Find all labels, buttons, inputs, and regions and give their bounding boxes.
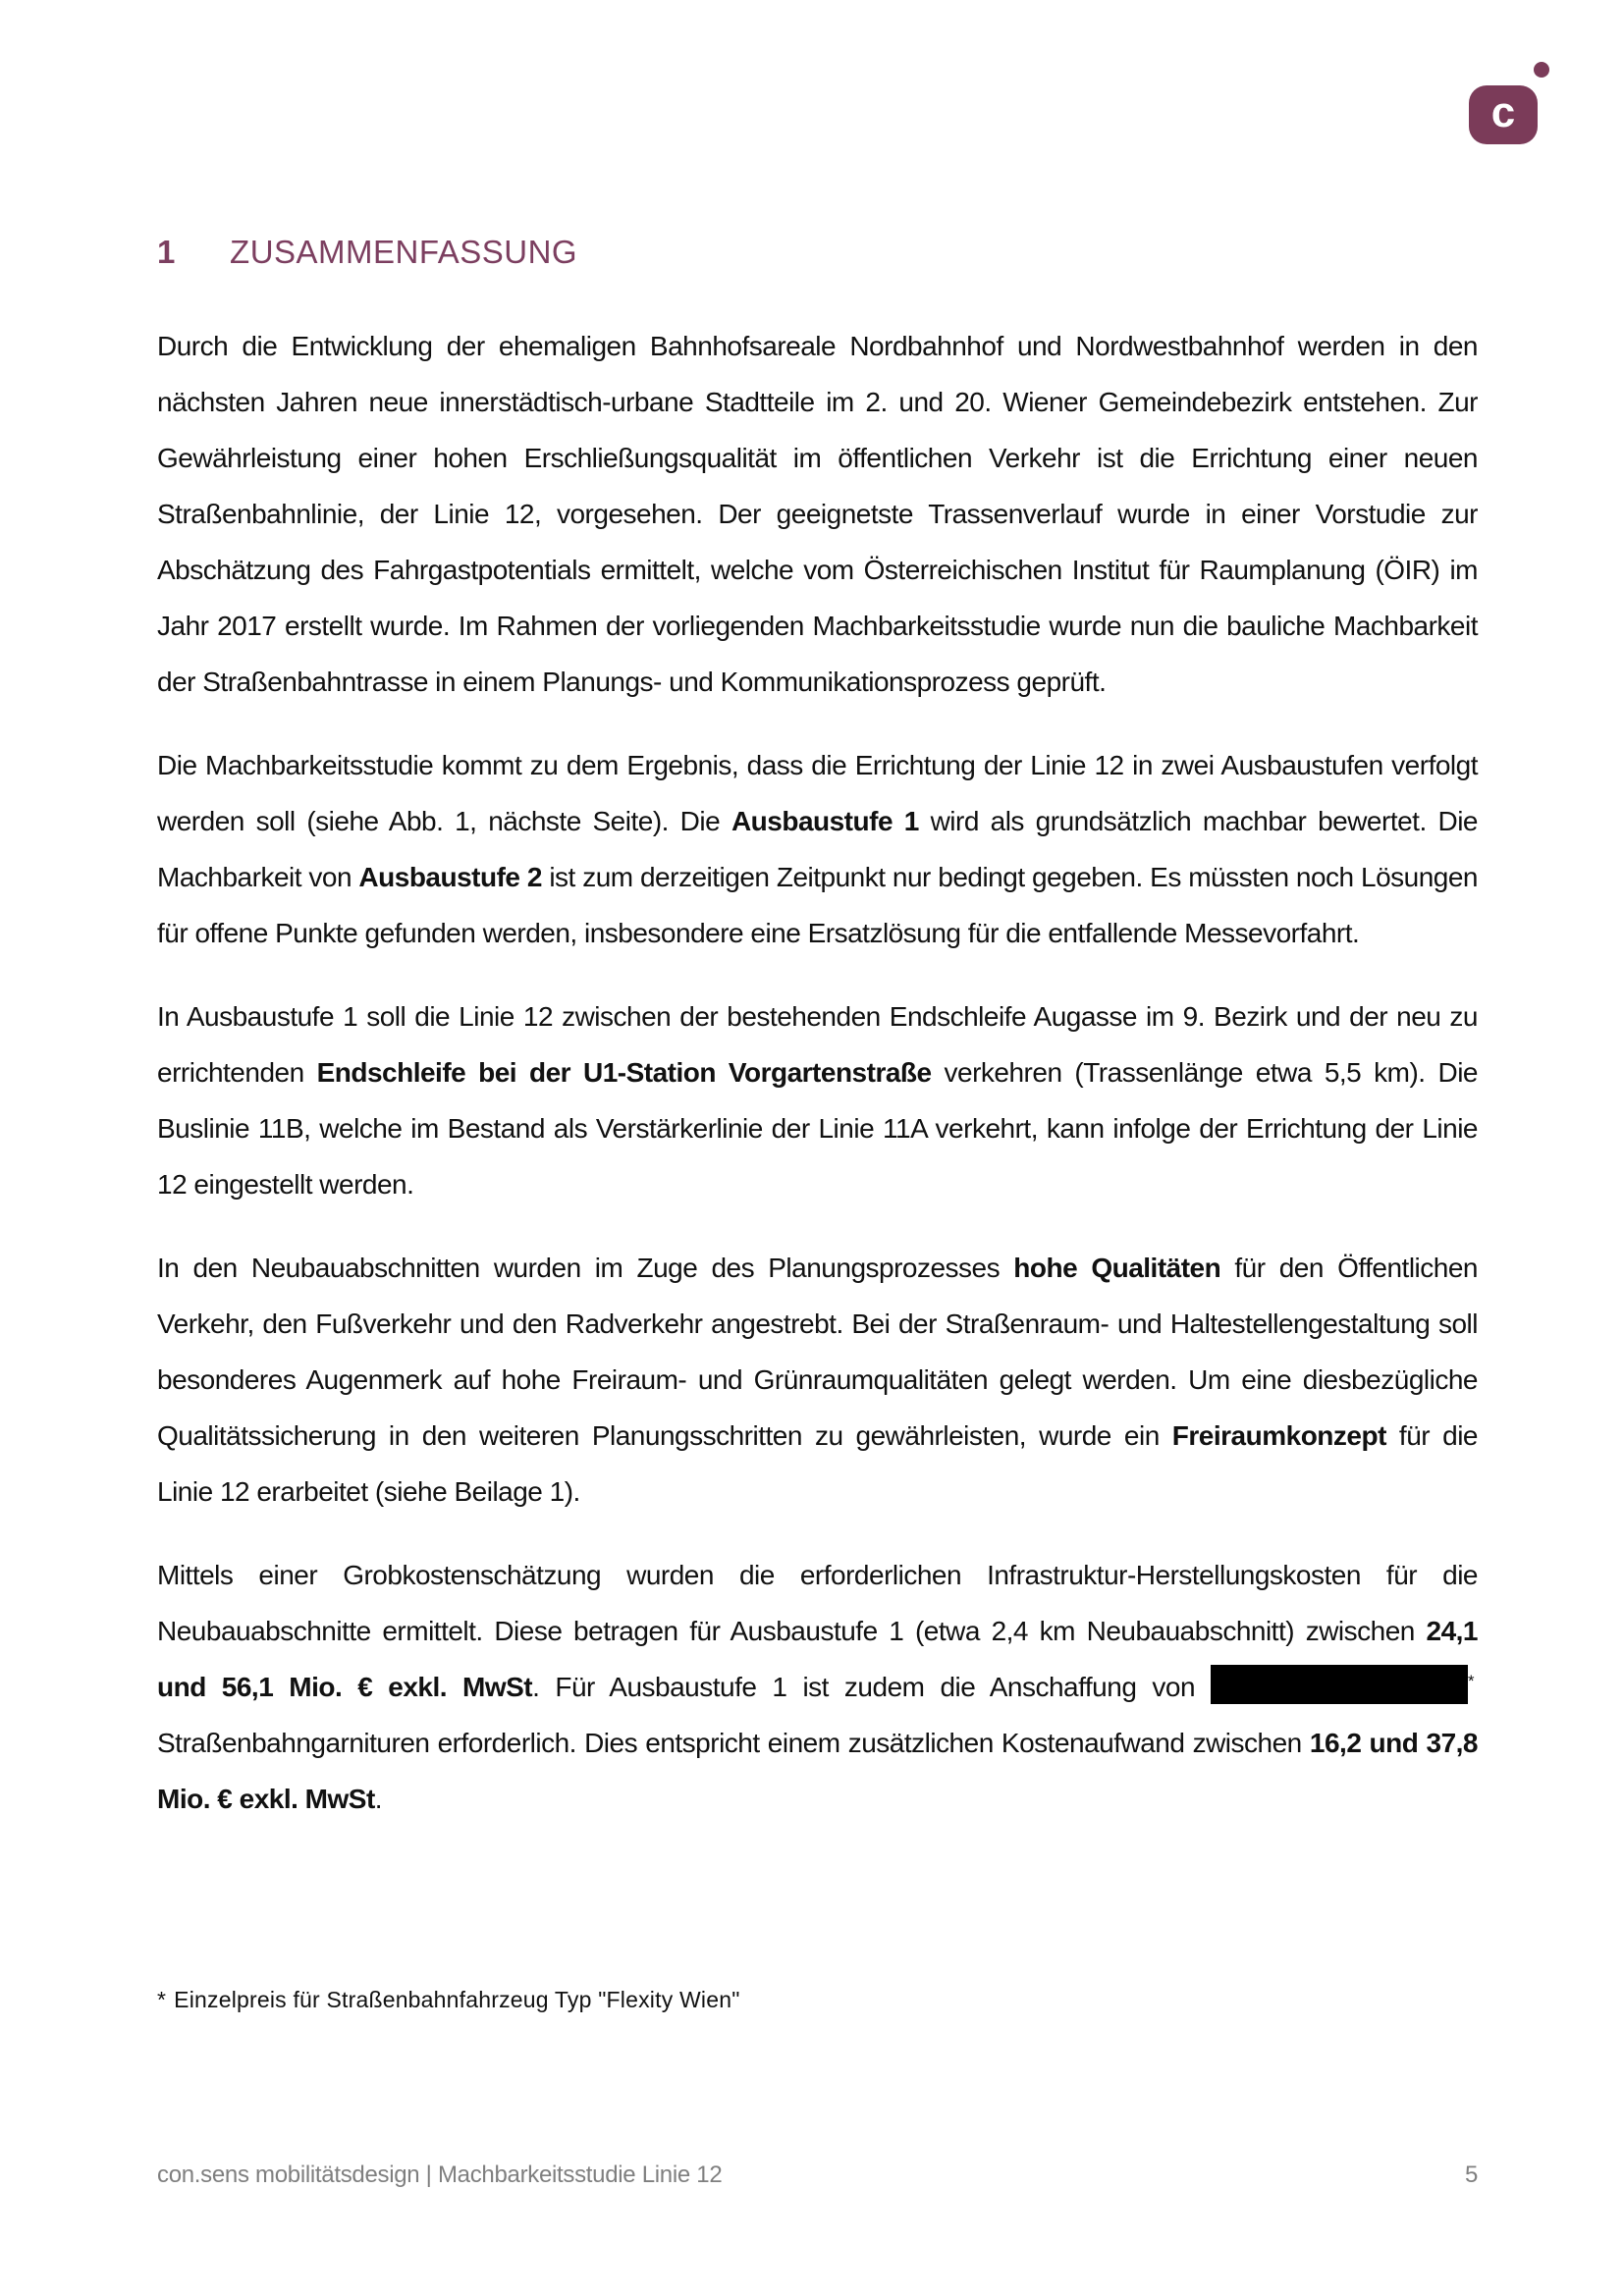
bold-text: Endschleife bei der U1-Station Vorgartenstraße: [316, 1057, 932, 1088]
footnote: [157, 1987, 740, 2013]
logo-letter: c: [1490, 88, 1516, 136]
bold-text: 16,2 und 37,8 Mio. € exkl. MwSt: [157, 1728, 1478, 1814]
body-text: Die Machbarkeitsstudie kommt zu dem Ergebnis, dass die Errichtung der Linie 12 in zwei Ausbaustufen verfolgt werden soll (siehe Abb. 1, nächste Seite). Die: [157, 750, 1478, 836]
body-text: ist zum derzeitigen Zeitpunkt nur bedingt gegeben. Es müssten noch Lösungen für offene Punkte gefunden werden, insbesondere eine Ersatzlösung für die entfallende Messevorfahrt.: [157, 862, 1478, 948]
body-text: für den Öffentlichen Verkehr, den Fußverkehr und den Radverkehr angestrebt. Bei der Straßenraum- und Haltestellengestaltung soll besonderes Augenmerk auf hohe Freiraum- und Grünraumqualitäten gelegt werden. Um eine diesbezügliche Qualitätssicherung in den weiteren Planungsschritten zu gewährleisten, wurde ein: [157, 1253, 1478, 1451]
logo-dot-icon: [1534, 62, 1549, 78]
bold-text: Ausbaustufe 1: [731, 806, 919, 836]
paragraph: [157, 318, 1478, 710]
bold-text: hohe Qualitäten: [1013, 1253, 1221, 1283]
bold-text: Ausbaustufe 2: [358, 862, 542, 892]
paragraph: [157, 988, 1478, 1212]
footnote-text: Einzelpreis für Straßenbahnfahrzeug Typ "Flexity Wien": [174, 1987, 740, 2012]
bold-text: Freiraumkonzept: [1171, 1420, 1386, 1451]
paragraph: [157, 737, 1478, 961]
body-text: .: [374, 1784, 383, 1814]
paragraph: [157, 1240, 1478, 1520]
page-footer: [157, 2162, 1478, 2189]
footnote-marker: *: [157, 1987, 167, 2012]
logo-mark-icon: [1469, 85, 1538, 144]
section-title: ZUSAMMENFASSUNG: [230, 234, 578, 270]
page-number: 5: [1464, 2162, 1478, 2188]
body-text: In den Neubauabschnitten wurden im Zuge des Planungsprozesses: [157, 1253, 1014, 1283]
section-number: 1: [157, 234, 176, 270]
body-text: In Ausbaustufe 1 soll die Linie 12 zwischen der bestehenden Endschleife Augasse im 9. Bezirk und der neu zu errichtenden: [157, 1001, 1478, 1088]
footnote-reference: *: [1467, 1671, 1475, 1690]
page-content: [157, 234, 1478, 1854]
body-paragraphs: [157, 318, 1478, 1827]
body-text: Mittels einer Grobkostenschätzung wurden die erforderlichen Infrastruktur-Herstellungskosten für die Neubauabschnitte ermittelt. Diese betragen für Ausbaustufe 1 (etwa 2,4 km Neubauabschnitt) zwischen: [157, 1560, 1478, 1646]
consens-logo: [1469, 62, 1551, 146]
body-text: . Für Ausbaustufe 1 ist zudem die Anschaffung von: [532, 1672, 1211, 1702]
body-text: verkehren (Trassenlänge etwa 5,5 km). Die Buslinie 11B, welche im Bestand als Verstärkerlinie der Linie 11A verkehrt, kann infolge der Errichtung der Linie 12 eingestellt werden.: [157, 1057, 1478, 1200]
body-text: Straßenbahngarnituren erforderlich. Dies entspricht einem zusätzlichen Kostenaufwand zwischen: [157, 1728, 1310, 1758]
footer-document-title: con.sens mobilitätsdesign | Machbarkeitsstudie Linie 12: [157, 2162, 723, 2188]
body-text: wird als grundsätzlich machbar bewertet. Die Machbarkeit von: [157, 806, 1478, 892]
body-text: Durch die Entwicklung der ehemaligen Bahnhofsareale Nordbahnhof und Nordwestbahnhof werden in den nächsten Jahren neue innerstädtisch-urbane Stadtteile im 2. und 20. Wiener Gemeindebezirk entstehen. Zur Gewährleistung einer hohen Erschließungsqualität im öffentlichen Verkehr ist die Errichtung einer neuen Straßenbahnlinie, der Linie 12, vorgesehen. Der geeignetste Trassenverlauf wurde in einer Vorstudie zur Abschätzung des Fahrgastpotentials ermittelt, welche vom Österreichischen Institut für Raumplanung (ÖIR) im Jahr 2017 erstellt wurde. Im Rahmen der vorliegenden Machbarkeitsstudie wurde nun die bauliche Machbarkeit der Straßenbahntrasse in einem Planungs- und Kommunikationsprozess geprüft.: [157, 331, 1478, 697]
paragraph: [157, 1547, 1478, 1827]
section-heading: [157, 234, 1478, 271]
redaction-box: [1211, 1665, 1468, 1704]
body-text: für die Linie 12 erarbeitet (siehe Beilage 1).: [157, 1420, 1478, 1507]
bold-text: 24,1 und 56,1 Mio. € exkl. MwSt: [157, 1616, 1478, 1702]
